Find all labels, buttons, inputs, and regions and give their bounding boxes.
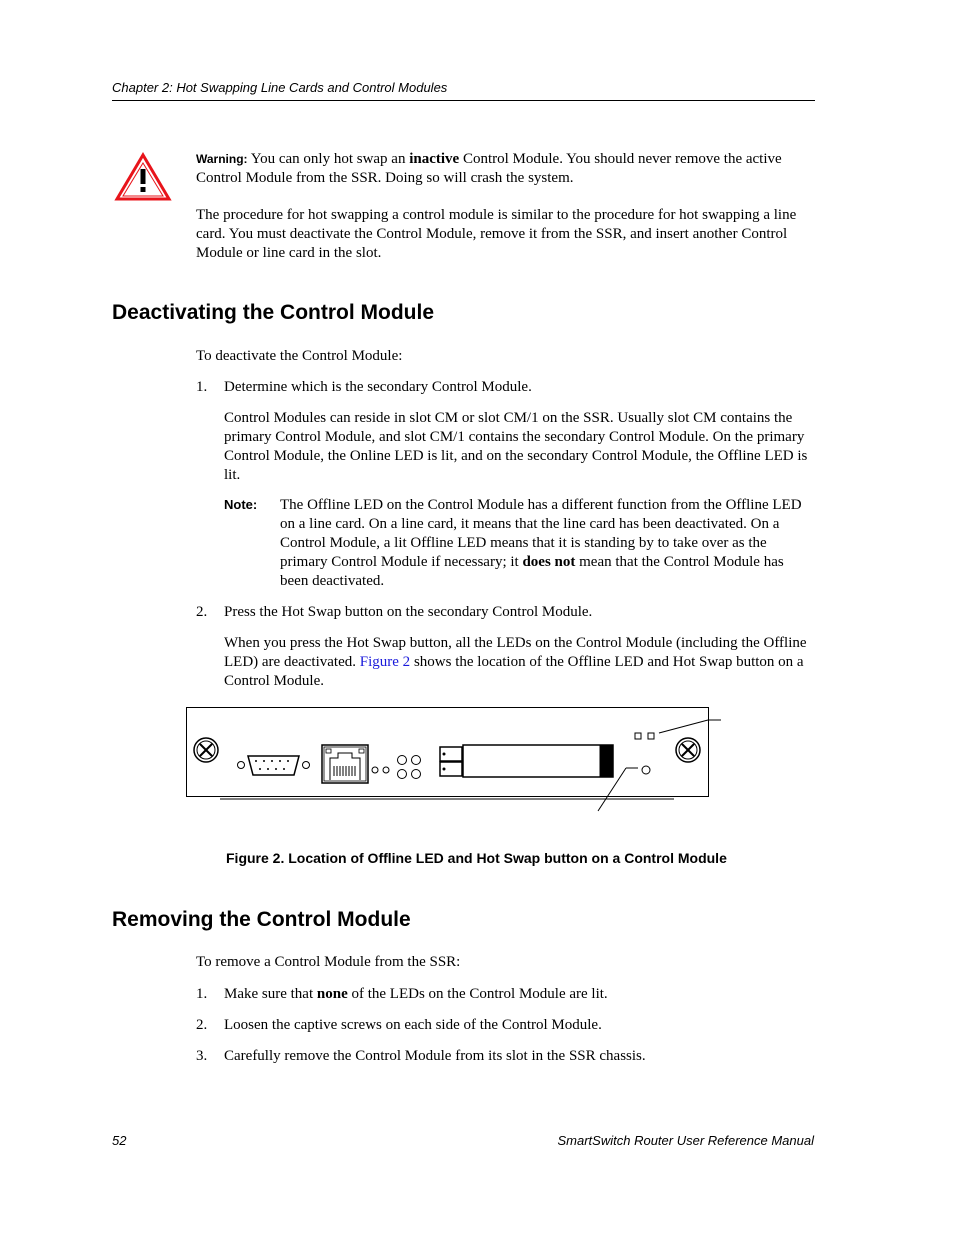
step-number: 2. — [196, 1017, 208, 1033]
step-text: Press the Hot Swap button on the secondary Control Module. — [224, 604, 593, 620]
offline-led-callout-line — [659, 720, 708, 733]
remove-lead: To remove a Control Module from the SSR: — [196, 954, 461, 970]
right-captive-screw-icon — [676, 738, 700, 762]
step-number: 3. — [196, 1048, 208, 1064]
figure-link[interactable]: Figure 2 — [359, 654, 411, 670]
intro-paragraph: The procedure for hot swapping a control module is similar to the procedure for hot swapping a line card. You must deactivate the Control Module, remove it from the SSR, and insert another Control Module or line card in the slot. — [196, 207, 797, 261]
control-module-figure — [180, 700, 725, 815]
status-led-icons — [372, 756, 421, 779]
remove-step-1 — [196, 985, 608, 1004]
figure-caption: Figure 2. Location of Offline LED and Hot Swap button on a Control Module — [226, 850, 727, 866]
step-text: Determine which is the secondary Control Module. — [224, 379, 532, 395]
detail-text-after: shows the location of the Offline LED and Hot Swap button on a Control Module. — [224, 654, 804, 689]
running-header: Chapter 2: Hot Swapping Line Cards and Control Modules — [112, 80, 815, 101]
warning-icon — [114, 152, 172, 202]
warning-bold: inactive — [409, 151, 460, 167]
remove-step-3 — [196, 1047, 646, 1066]
left-captive-screw-icon — [194, 738, 218, 762]
warning-label: Warning: — [196, 152, 248, 166]
pc-card-slot-icon — [440, 745, 613, 777]
deactivate-step-2 — [196, 603, 592, 622]
step-number: 1. — [196, 379, 208, 395]
warning-text-before: You can only hot swap an — [250, 151, 410, 167]
detail-text-before: When you press the Hot Swap button, all the LEDs on the Control Module (including the Offline LED) are deactivated. — [224, 635, 807, 670]
note-text-after: mean that the Control Module has been deactivated. — [280, 554, 784, 589]
deactivate-lead: To deactivate the Control Module: — [196, 348, 403, 364]
note-paragraph — [280, 496, 814, 591]
step-text-after: of the LEDs on the Control Module are lit. — [347, 986, 608, 1002]
faceplate-outline — [187, 708, 709, 797]
note-text-before: The Offline LED on the Control Module has a different function from the Offline LED on a line card. On a line card, it means that the line card has been deactivated. On a Control Module, a lit Offline LED means that it is standing by to take over as the primary Control Module if necessary; it — [280, 497, 802, 570]
step-text-before: Make sure that — [224, 986, 317, 1002]
serial-port-icon — [238, 756, 310, 775]
ethernet-port-icon — [322, 745, 368, 783]
section-heading-deactivate: Deactivating the Control Module — [112, 301, 435, 324]
note-bold: does not — [522, 554, 576, 570]
deactivate-step-2-detail — [224, 634, 816, 691]
manual-title: SmartSwitch Router User Reference Manual — [557, 1133, 814, 1148]
hot-swap-button-icon — [642, 766, 650, 774]
deactivate-step-1-detail: Control Modules can reside in slot CM or slot CM/1 on the SSR. Usually slot CM contains the primary Control Module, and slot CM/1 contains the secondary Control Module. On the primary Control Module, the Online LED is lit, and on the secondary Control Module, the Offline LED is lit. — [224, 410, 808, 483]
section-heading-remove: Removing the Control Module — [112, 908, 411, 931]
warning-text-after: Control Module. You should never remove the active Control Module from the SSR. Doing so will crash the system. — [196, 151, 782, 186]
offline-led-icon — [635, 733, 654, 739]
step-bold: none — [316, 986, 348, 1002]
warning-paragraph — [196, 150, 806, 188]
remove-step-2 — [196, 1016, 602, 1035]
step-number: 1. — [196, 986, 208, 1002]
step-text: Loosen the captive screws on each side of the Control Module. — [224, 1017, 602, 1033]
step-number: 2. — [196, 604, 208, 620]
page-number: 52 — [112, 1133, 127, 1148]
note-label: Note: — [224, 497, 258, 512]
deactivate-step-1 — [196, 378, 532, 397]
step-text: Carefully remove the Control Module from its slot in the SSR chassis. — [224, 1048, 646, 1064]
